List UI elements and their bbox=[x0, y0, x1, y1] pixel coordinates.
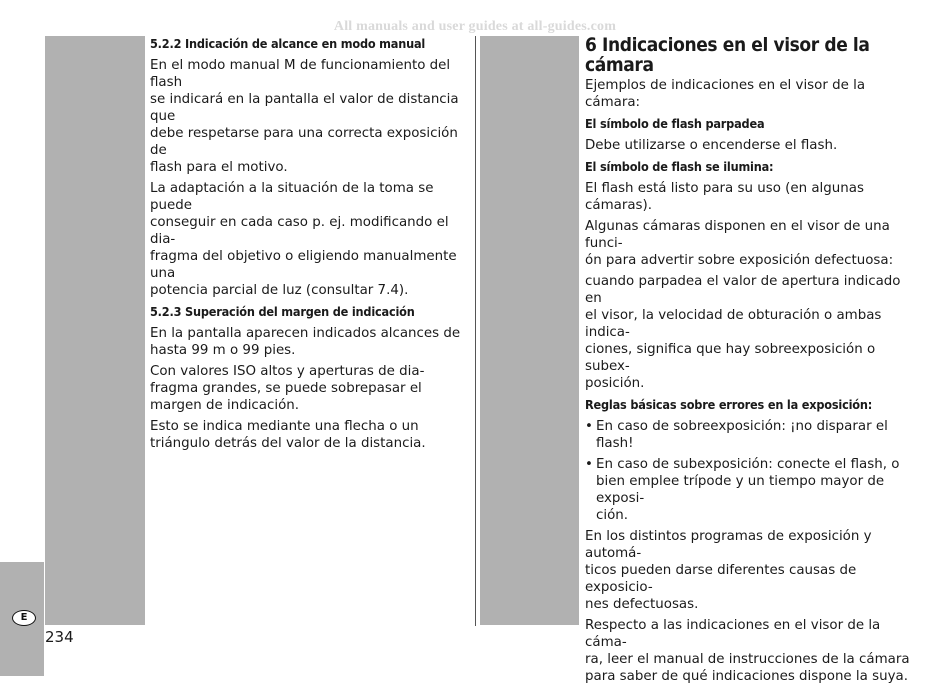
right-column bbox=[585, 35, 915, 689]
section-523-paragraph-1 bbox=[150, 325, 470, 359]
text-line: nes defectuosas. bbox=[585, 597, 699, 612]
section-523-heading: 5.2.3 Superación del margen de indicación bbox=[150, 304, 415, 319]
camera-manual-paragraph bbox=[585, 617, 915, 685]
text-line: margen de indicación. bbox=[150, 398, 300, 413]
text-line: En caso de sobreexposición: ¡no disparar el flash! bbox=[596, 419, 888, 451]
programs-paragraph bbox=[585, 528, 915, 613]
watermark: All manuals and user guides at all-guides.com bbox=[333, 19, 617, 34]
section-522-heading: 5.2.2 Indicación de alcance en modo manual bbox=[150, 36, 426, 51]
flash-lit-text: El flash está listo para su uso (en algunas cámaras). bbox=[585, 181, 864, 213]
section-522-paragraph-1 bbox=[150, 57, 470, 176]
exposure-rules-heading: Reglas básicas sobre errores en la exposición: bbox=[585, 397, 873, 412]
left-column bbox=[150, 35, 470, 456]
text-line: debe respetarse para una correcta exposición de bbox=[150, 126, 458, 158]
page-number: 234 bbox=[45, 628, 74, 646]
text-line: Esto se indica mediante una flecha o un bbox=[150, 419, 419, 434]
text-line: potencia parcial de luz (consultar 7.4). bbox=[150, 283, 409, 298]
text-line: fragma grandes, se puede sobrepasar el bbox=[150, 381, 422, 396]
chapter-title: 6 Indicaciones en el visor de la cámara bbox=[585, 34, 870, 76]
bullet-text bbox=[596, 418, 915, 452]
text-line: se indicará en la pantalla el valor de distancia que bbox=[150, 92, 459, 124]
section-523-paragraph-2 bbox=[150, 363, 470, 414]
language-badge: E bbox=[12, 610, 36, 626]
text-line: conseguir en cada caso p. ej. modificando el dia- bbox=[150, 215, 449, 247]
text-line: La adaptación a la situación de la toma se puede bbox=[150, 181, 434, 213]
bullet-item-overexposure bbox=[585, 418, 915, 452]
bullet-text bbox=[596, 456, 915, 524]
center-margin-bar bbox=[480, 36, 579, 625]
text-line: En caso de subexposición: conecte el flash, o bbox=[596, 457, 900, 472]
section-523-paragraph-3 bbox=[150, 418, 470, 452]
text-line: triángulo detrás del valor de la distancia. bbox=[150, 436, 426, 451]
bullet-item-underexposure bbox=[585, 456, 915, 524]
text-line: Con valores ISO altos y aperturas de dia- bbox=[150, 364, 425, 379]
text-line: ón para advertir sobre exposición defectuosa: bbox=[585, 253, 894, 268]
text-line: el visor, la velocidad de obturación o ambas indica- bbox=[585, 308, 882, 340]
text-line: Respecto a las indicaciones en el visor de la cáma- bbox=[585, 618, 881, 650]
left-margin-bar bbox=[45, 36, 145, 625]
text-line: bien emplee trípode y un tiempo mayor de exposi- bbox=[596, 474, 885, 506]
warning-paragraph bbox=[585, 218, 915, 269]
bullet-icon: • bbox=[585, 419, 593, 434]
chapter-intro: Ejemplos de indicaciones en el visor de la cámara: bbox=[585, 78, 866, 110]
text-line: Algunas cámaras disponen en el visor de una funci- bbox=[585, 219, 890, 251]
text-line: fragma del objetivo o eligiendo manualmente una bbox=[150, 249, 457, 281]
text-line: En el modo manual M de funcionamiento del flash bbox=[150, 58, 451, 90]
text-line: posición. bbox=[585, 376, 645, 391]
text-line: En los distintos programas de exposición y automá- bbox=[585, 529, 872, 561]
text-line: cuando parpadea el valor de apertura indicado en bbox=[585, 274, 901, 306]
text-line: hasta 99 m o 99 pies. bbox=[150, 343, 296, 358]
text-line: para saber de qué indicaciones dispone la suya. bbox=[585, 669, 908, 684]
text-line: ticos pueden darse diferentes causas de exposicio- bbox=[585, 563, 857, 595]
text-line: flash para el motivo. bbox=[150, 160, 288, 175]
section-522-paragraph-2 bbox=[150, 180, 470, 299]
flash-lit-heading: El símbolo de flash se ilumina: bbox=[585, 159, 774, 174]
blink-explanation-paragraph bbox=[585, 273, 915, 392]
text-line: ra, leer el manual de instrucciones de la cámara bbox=[585, 652, 910, 667]
text-line: En la pantalla aparecen indicados alcances de bbox=[150, 326, 461, 341]
column-divider bbox=[475, 36, 476, 626]
flash-blink-text: Debe utilizarse o encenderse el flash. bbox=[585, 138, 838, 153]
bullet-icon: • bbox=[585, 457, 593, 472]
text-line: ción. bbox=[596, 508, 629, 523]
flash-blink-heading: El símbolo de flash parpadea bbox=[585, 116, 765, 131]
text-line: ciones, significa que hay sobreexposición o subex- bbox=[585, 342, 876, 374]
